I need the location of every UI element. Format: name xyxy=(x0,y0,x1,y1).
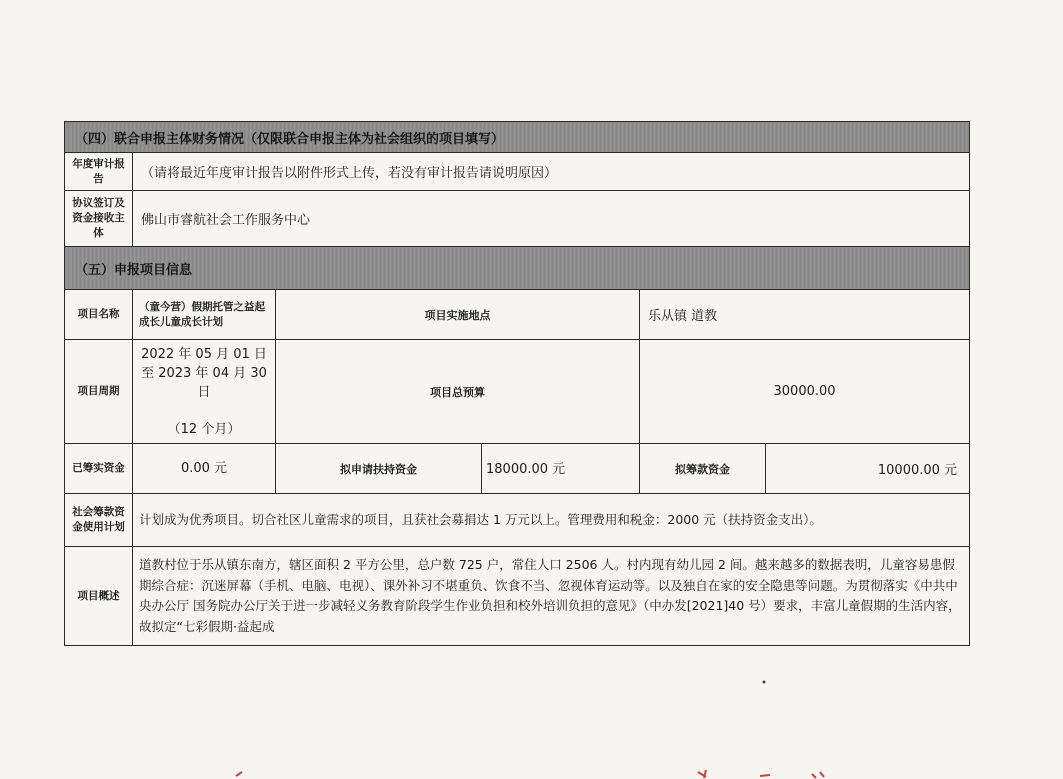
raised-funds-value: 0.00 元 xyxy=(133,444,276,494)
raised-funds-label: 已筹实资金 xyxy=(65,444,133,494)
overview-label: 项目概述 xyxy=(65,547,133,646)
fundraise-label: 拟筹款资金 xyxy=(640,444,766,494)
project-name-value: （童今营）假期托管之益起成长儿童成长计划 xyxy=(133,290,276,340)
overview-value: 道教村位于乐从镇东南方，辖区面积 2 平方公里，总户数 725 户，常住人口 2506 人。村内现有幼儿园 2 间。越来越多的数据表明，儿童容易患假期综合症：沉迷屏幕（手机、电脑、电视）、课外补习不堪重负、饮食不当、忽视体育运动等。以及独自在家的安全隐患等问题。为贯彻落实《中共中央办公厅 国务院办公厅关于进一步减轻义务教育阶段学生作业负担和校外培训负担的意见》（中办发[2021]40 号）要求，丰富儿童假期的生活内容，故拟定“七彩假期·益起成 xyxy=(133,547,970,646)
period-value: 2022 年 05 月 01 日至 2023 年 04 月 30 日 xyxy=(141,346,267,400)
agreement-entity-label: 协议签订及资金接收主体 xyxy=(65,191,133,247)
budget-value: 30000.00 xyxy=(640,340,970,444)
scan-speck xyxy=(812,772,824,778)
scan-speck xyxy=(760,775,770,776)
location-value: 乐从镇 道教 xyxy=(640,290,970,340)
location-label: 项目实施地点 xyxy=(276,290,640,340)
apply-funds-value: 18000.00 元 xyxy=(482,444,640,494)
section-4-header: （四）联合申报主体财务情况（仅限联合申报主体为社会组织的项目填写） xyxy=(65,122,970,153)
period-months: （12 个月） xyxy=(167,421,241,437)
scan-speck xyxy=(763,681,766,684)
scan-speck xyxy=(236,772,242,776)
project-name-label: 项目名称 xyxy=(65,290,133,340)
fund-plan-label: 社会筹款资金使用计划 xyxy=(65,494,133,547)
budget-label: 项目总预算 xyxy=(276,340,640,444)
section-5-header: （五）申报项目信息 xyxy=(65,247,970,290)
period-label: 项目周期 xyxy=(65,340,133,444)
agreement-entity-value: 佛山市睿航社会工作服务中心 xyxy=(133,191,970,247)
fund-plan-value: 计划成为优秀项目。切合社区儿童需求的项目，且获社会募捐达 1 万元以上。管理费用和税金：2000 元（扶持资金支出）。 xyxy=(133,494,970,547)
audit-report-label: 年度审计报告 xyxy=(65,153,133,191)
apply-funds-label: 拟申请扶持资金 xyxy=(276,444,482,494)
fundraise-value: 10000.00 元 xyxy=(766,444,970,494)
scan-speck xyxy=(698,770,706,778)
audit-report-value: （请将最近年度审计报告以附件形式上传，若没有审计报告请说明原因） xyxy=(133,153,970,191)
